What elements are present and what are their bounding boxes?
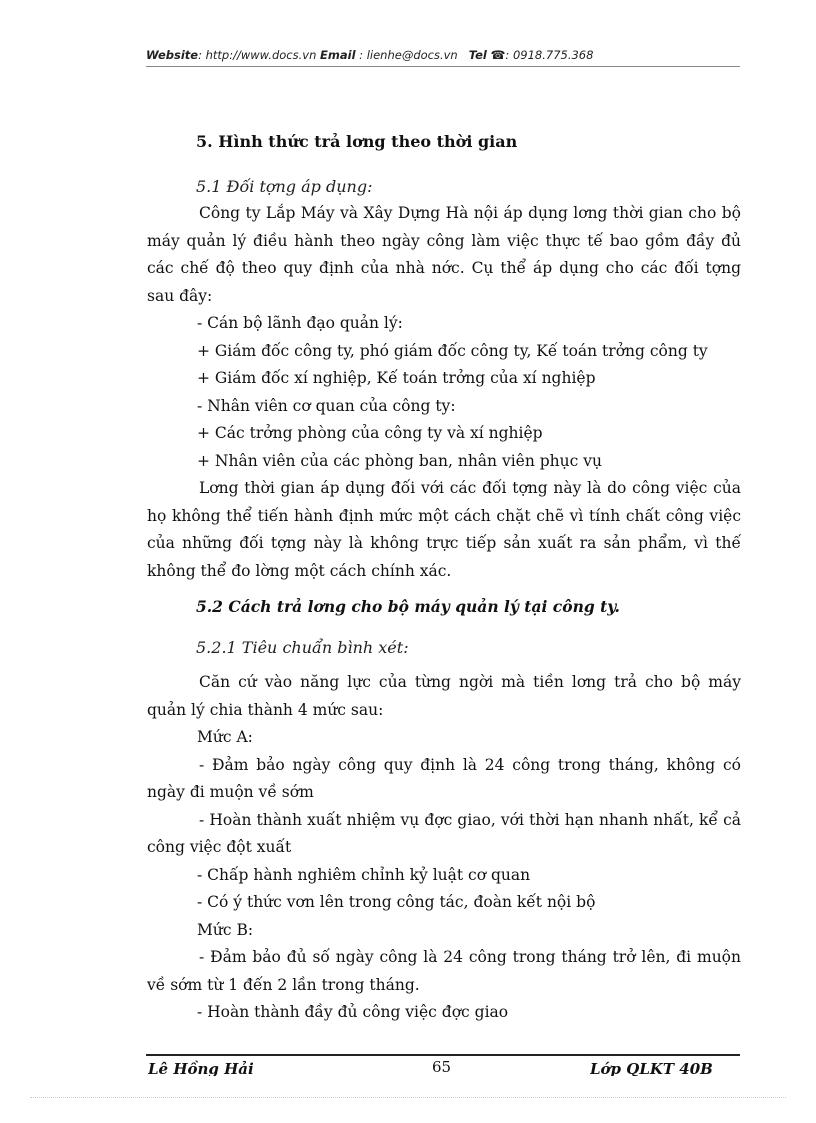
- footer-author: Lê Hồng Hải: [148, 1060, 254, 1076]
- footer-class: Lớp QLKT 40B: [590, 1060, 713, 1076]
- footer-rule: [146, 1054, 740, 1056]
- email-value: : lienhe@docs.vn: [359, 48, 458, 62]
- level-b-heading: Mức B:: [197, 920, 254, 939]
- website-label: Website: [146, 48, 199, 62]
- list-item: - Cán bộ lãnh đạo quản lý:: [197, 314, 403, 332]
- subsection-5-1-paragraph: Công ty Lắp Máy và Xây Dựng Hà nội áp dụng lơng thời gian cho bộ máy quản lý điều hành theo ngày công làm việc thực tế bao gồm đầy đủ các chế độ theo quy định của nhà nớc. Cụ thể áp dụng cho các đối tợng sau đây:: [147, 204, 741, 305]
- list-item: + Nhân viên của các phòng ban, nhân viên phục vụ: [197, 451, 602, 470]
- level-a-heading: Mức A:: [197, 728, 253, 746]
- subsection-5-1-paragraph-2: Lơng thời gian áp dụng đối với các đối tợng này là do công việc của họ không thể tiến hành định mức một cách chặt chẽ vì tính chất công việc của những đối tợng này là không trực tiếp sản xuất ra sản phẩm, vì thế không thể đo lờng một cách chính xác.: [147, 479, 741, 580]
- page-content: [147, 122, 741, 1027]
- header-rule: [146, 66, 740, 67]
- level-a-criterion: - Có ý thức vơn lên trong công tác, đoàn kết nội bộ: [197, 893, 596, 911]
- subsection-5-2-1-title: 5.2.1 Tiêu chuẩn bình xét:: [196, 638, 409, 657]
- page-border-dots: [30, 1097, 786, 1098]
- level-b-criterion: - Đảm bảo đủ số ngày công là 24 công trong tháng trở lên, đi muộn về sớm từ 1 đến 2 lần trong tháng.: [147, 948, 741, 994]
- level-a-criterion: - Hoàn thành xuất nhiệm vụ đợc giao, với thời hạn nhanh nhất, kể cả công việc đột xuất: [147, 810, 741, 856]
- subsection-5-1-title: 5.1 Đối tợng áp dụng:: [196, 177, 373, 196]
- page-header: [146, 48, 740, 66]
- section-title: 5. Hình thức trả lơng theo thời gian: [196, 132, 518, 151]
- list-item: + Các trởng phòng của công ty và xí nghiệp: [197, 424, 543, 442]
- list-item: + Giám đốc xí nghiệp, Kế toán trởng của xí nghiệp: [197, 369, 596, 387]
- list-item: + Giám đốc công ty, phó giám đốc công ty, Kế toán trởng công ty: [197, 341, 708, 360]
- level-a-criterion: - Chấp hành nghiêm chỉnh kỷ luật cơ quan: [197, 865, 531, 884]
- level-b-criterion: - Hoàn thành đầy đủ công việc đợc giao: [197, 1003, 509, 1021]
- list-item: - Nhân viên cơ quan của công ty:: [197, 396, 456, 415]
- subsection-5-2-1-paragraph: Căn cứ vào năng lực của từng ngời mà tiền lơng trả cho bộ máy quản lý chia thành 4 mức sau:: [147, 673, 741, 719]
- subsection-5-2-title: 5.2 Cách trả lơng cho bộ máy quản lý tại công ty.: [196, 597, 620, 616]
- page-number: 65: [432, 1058, 452, 1076]
- website-value: : http://www.docs.vn: [198, 48, 317, 62]
- tel-label: Tel: [468, 48, 487, 62]
- phone-icon: ☎: [490, 48, 506, 62]
- level-a-criterion: - Đảm bảo ngày công quy định là 24 công trong tháng, không có ngày đi muộn về sớm: [147, 755, 741, 801]
- email-label: Email: [320, 48, 356, 62]
- tel-value: : 0918.775.368: [505, 48, 594, 62]
